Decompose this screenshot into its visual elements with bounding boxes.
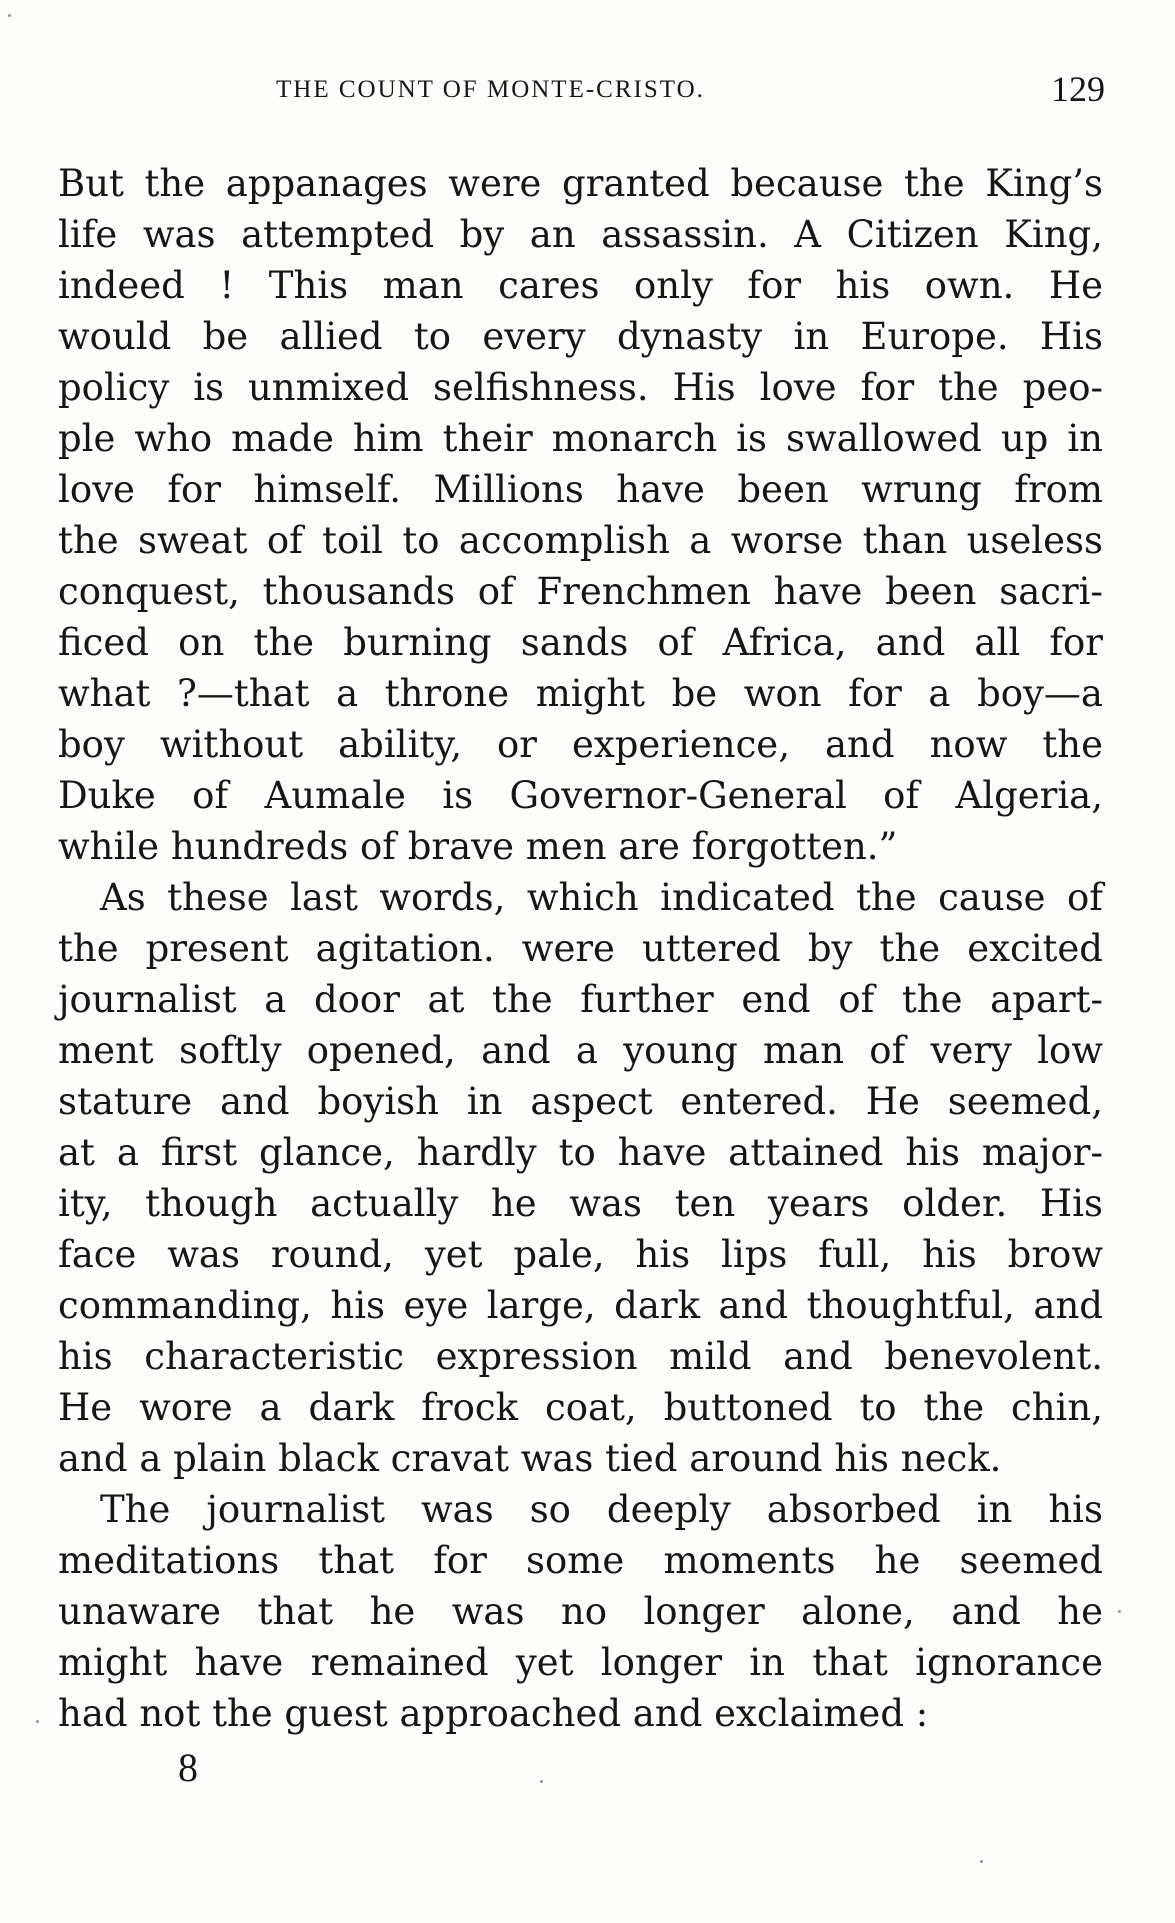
text-line: journalist a door at the further end of the apart-	[58, 978, 1103, 1021]
text-line: He wore a dark frock coat, buttoned to the chin,	[58, 1386, 1103, 1429]
signature-mark: 8	[178, 1745, 198, 1790]
text-line: while hundreds of brave men are forgotten.”	[58, 825, 898, 868]
text-line: conquest, thousands of Frenchmen have been sacri-	[58, 570, 1103, 613]
text-line: policy is unmixed selfishness. His love for the peo-	[58, 366, 1103, 409]
text-line: what ?—that a throne might be won for a boy—a	[58, 672, 1103, 715]
text-line: meditations that for some moments he seemed	[58, 1539, 1103, 1582]
text-line: ity, though actually he was ten years older. His	[58, 1182, 1103, 1225]
paragraph-start-line: The journalist was so deeply absorbed in his	[100, 1488, 1103, 1531]
paper-speck	[8, 14, 11, 17]
text-line: Duke of Aumale is Governor-General of Algeria,	[58, 774, 1103, 817]
running-title: THE COUNT OF MONTE-CRISTO.	[276, 76, 705, 103]
text-line: and a plain black cravat was tied around his neck.	[58, 1437, 1002, 1480]
text-line: commanding, his eye large, dark and thoughtful, and	[58, 1284, 1103, 1327]
text-line: life was attempted by an assassin. A Citizen King,	[58, 213, 1103, 256]
text-line: ment softly opened, and a young man of very low	[58, 1029, 1103, 1072]
text-line: boy without ability, or experience, and now the	[58, 723, 1103, 766]
paper-speck	[540, 1780, 543, 1783]
text-line: at a first glance, hardly to have attained his major-	[58, 1131, 1103, 1174]
text-line: had not the guest approached and exclaimed :	[58, 1692, 929, 1735]
text-line: ficed on the burning sands of Africa, and all for	[58, 621, 1103, 664]
paper-speck	[980, 1860, 983, 1863]
text-line: indeed ! This man cares only for his own. He	[58, 264, 1103, 307]
page-number: 129	[1051, 69, 1105, 109]
text-line: would be allied to every dynasty in Europe. His	[58, 315, 1103, 358]
body-text	[58, 158, 1103, 1739]
text-line: unaware that he was no longer alone, and he	[58, 1590, 1103, 1633]
text-line: stature and boyish in aspect entered. He seemed,	[58, 1080, 1103, 1123]
text-line: the sweat of toil to accomplish a worse than useless	[58, 519, 1103, 562]
paper-speck	[1118, 1610, 1121, 1613]
text-line: might have remained yet longer in that ignorance	[58, 1641, 1103, 1684]
text-line: face was round, yet pale, his lips full, his brow	[58, 1233, 1103, 1276]
paragraph-start-line: As these last words, which indicated the cause of	[100, 876, 1103, 919]
text-line: the present agitation. were uttered by the excited	[58, 927, 1103, 970]
text-line: But the appanages were granted because the King’s	[58, 162, 1103, 205]
text-line: ple who made him their monarch is swallowed up in	[58, 417, 1103, 460]
text-line: his characteristic expression mild and benevolent.	[58, 1335, 1103, 1378]
text-line: love for himself. Millions have been wrung from	[58, 468, 1103, 511]
paper-speck	[36, 1720, 39, 1723]
